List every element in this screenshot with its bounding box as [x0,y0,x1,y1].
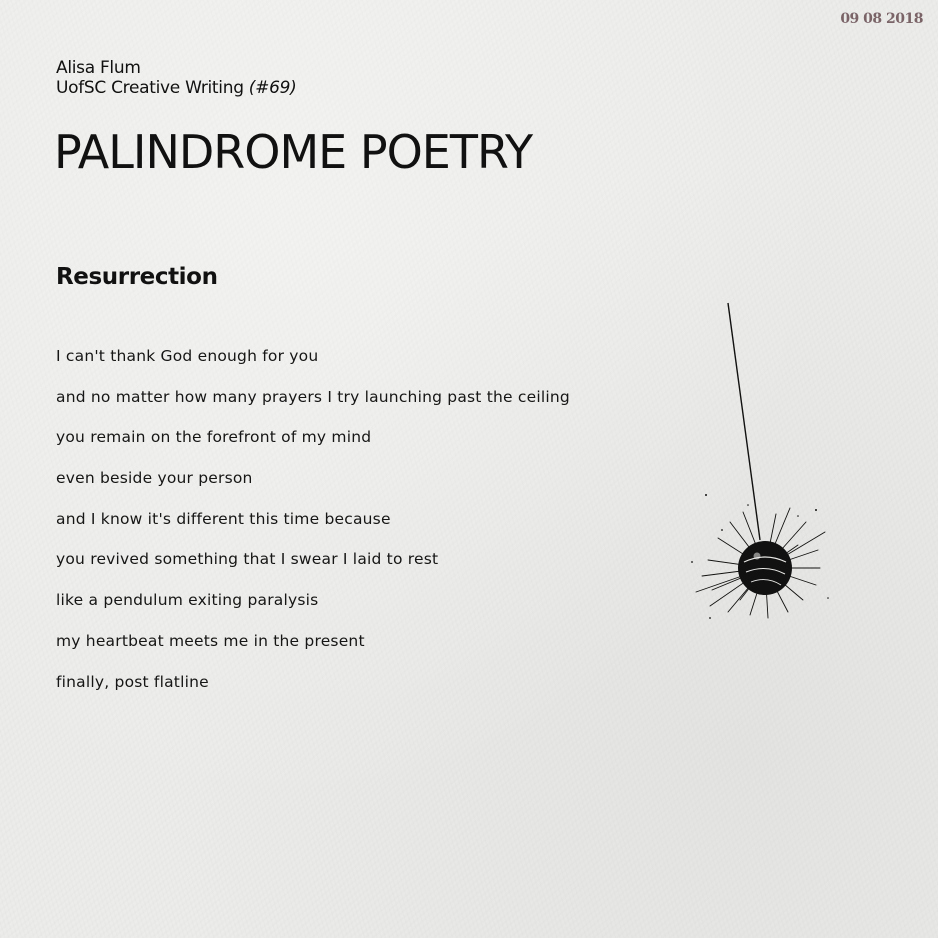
page-title: PALINDROME POETRY [54,125,533,179]
pendulum-bob [738,541,792,595]
poem-line: I can't thank God enough for you [56,347,319,365]
poem-line: like a pendulum exiting paralysis [56,591,319,610]
poem-line: even beside your person [56,469,253,488]
poem-line: and I know it's different this time because [56,509,391,528]
date-stamp: 09 08 2018 [840,11,923,27]
poem-line: and no matter how many prayers I try launching past the ceiling [56,387,570,406]
course-name: UofSC Creative Writing [56,78,244,98]
poem-line: you revived something that I swear I laid to rest [56,550,439,569]
poem-body [56,345,570,711]
pendulum-string [728,303,760,540]
poem-line: you remain on the forefront of my mind [56,428,372,447]
course-number: (#69) [248,78,297,98]
pendulum-icon [688,300,833,625]
poem-line: my heartbeat meets me in the present [56,631,365,650]
poem-line: finally, post flatline [56,672,209,691]
poem-title: Resurrection [56,264,218,290]
course-line [56,78,296,98]
author-name: Alisa Flum [56,58,141,78]
author-block [56,58,296,98]
